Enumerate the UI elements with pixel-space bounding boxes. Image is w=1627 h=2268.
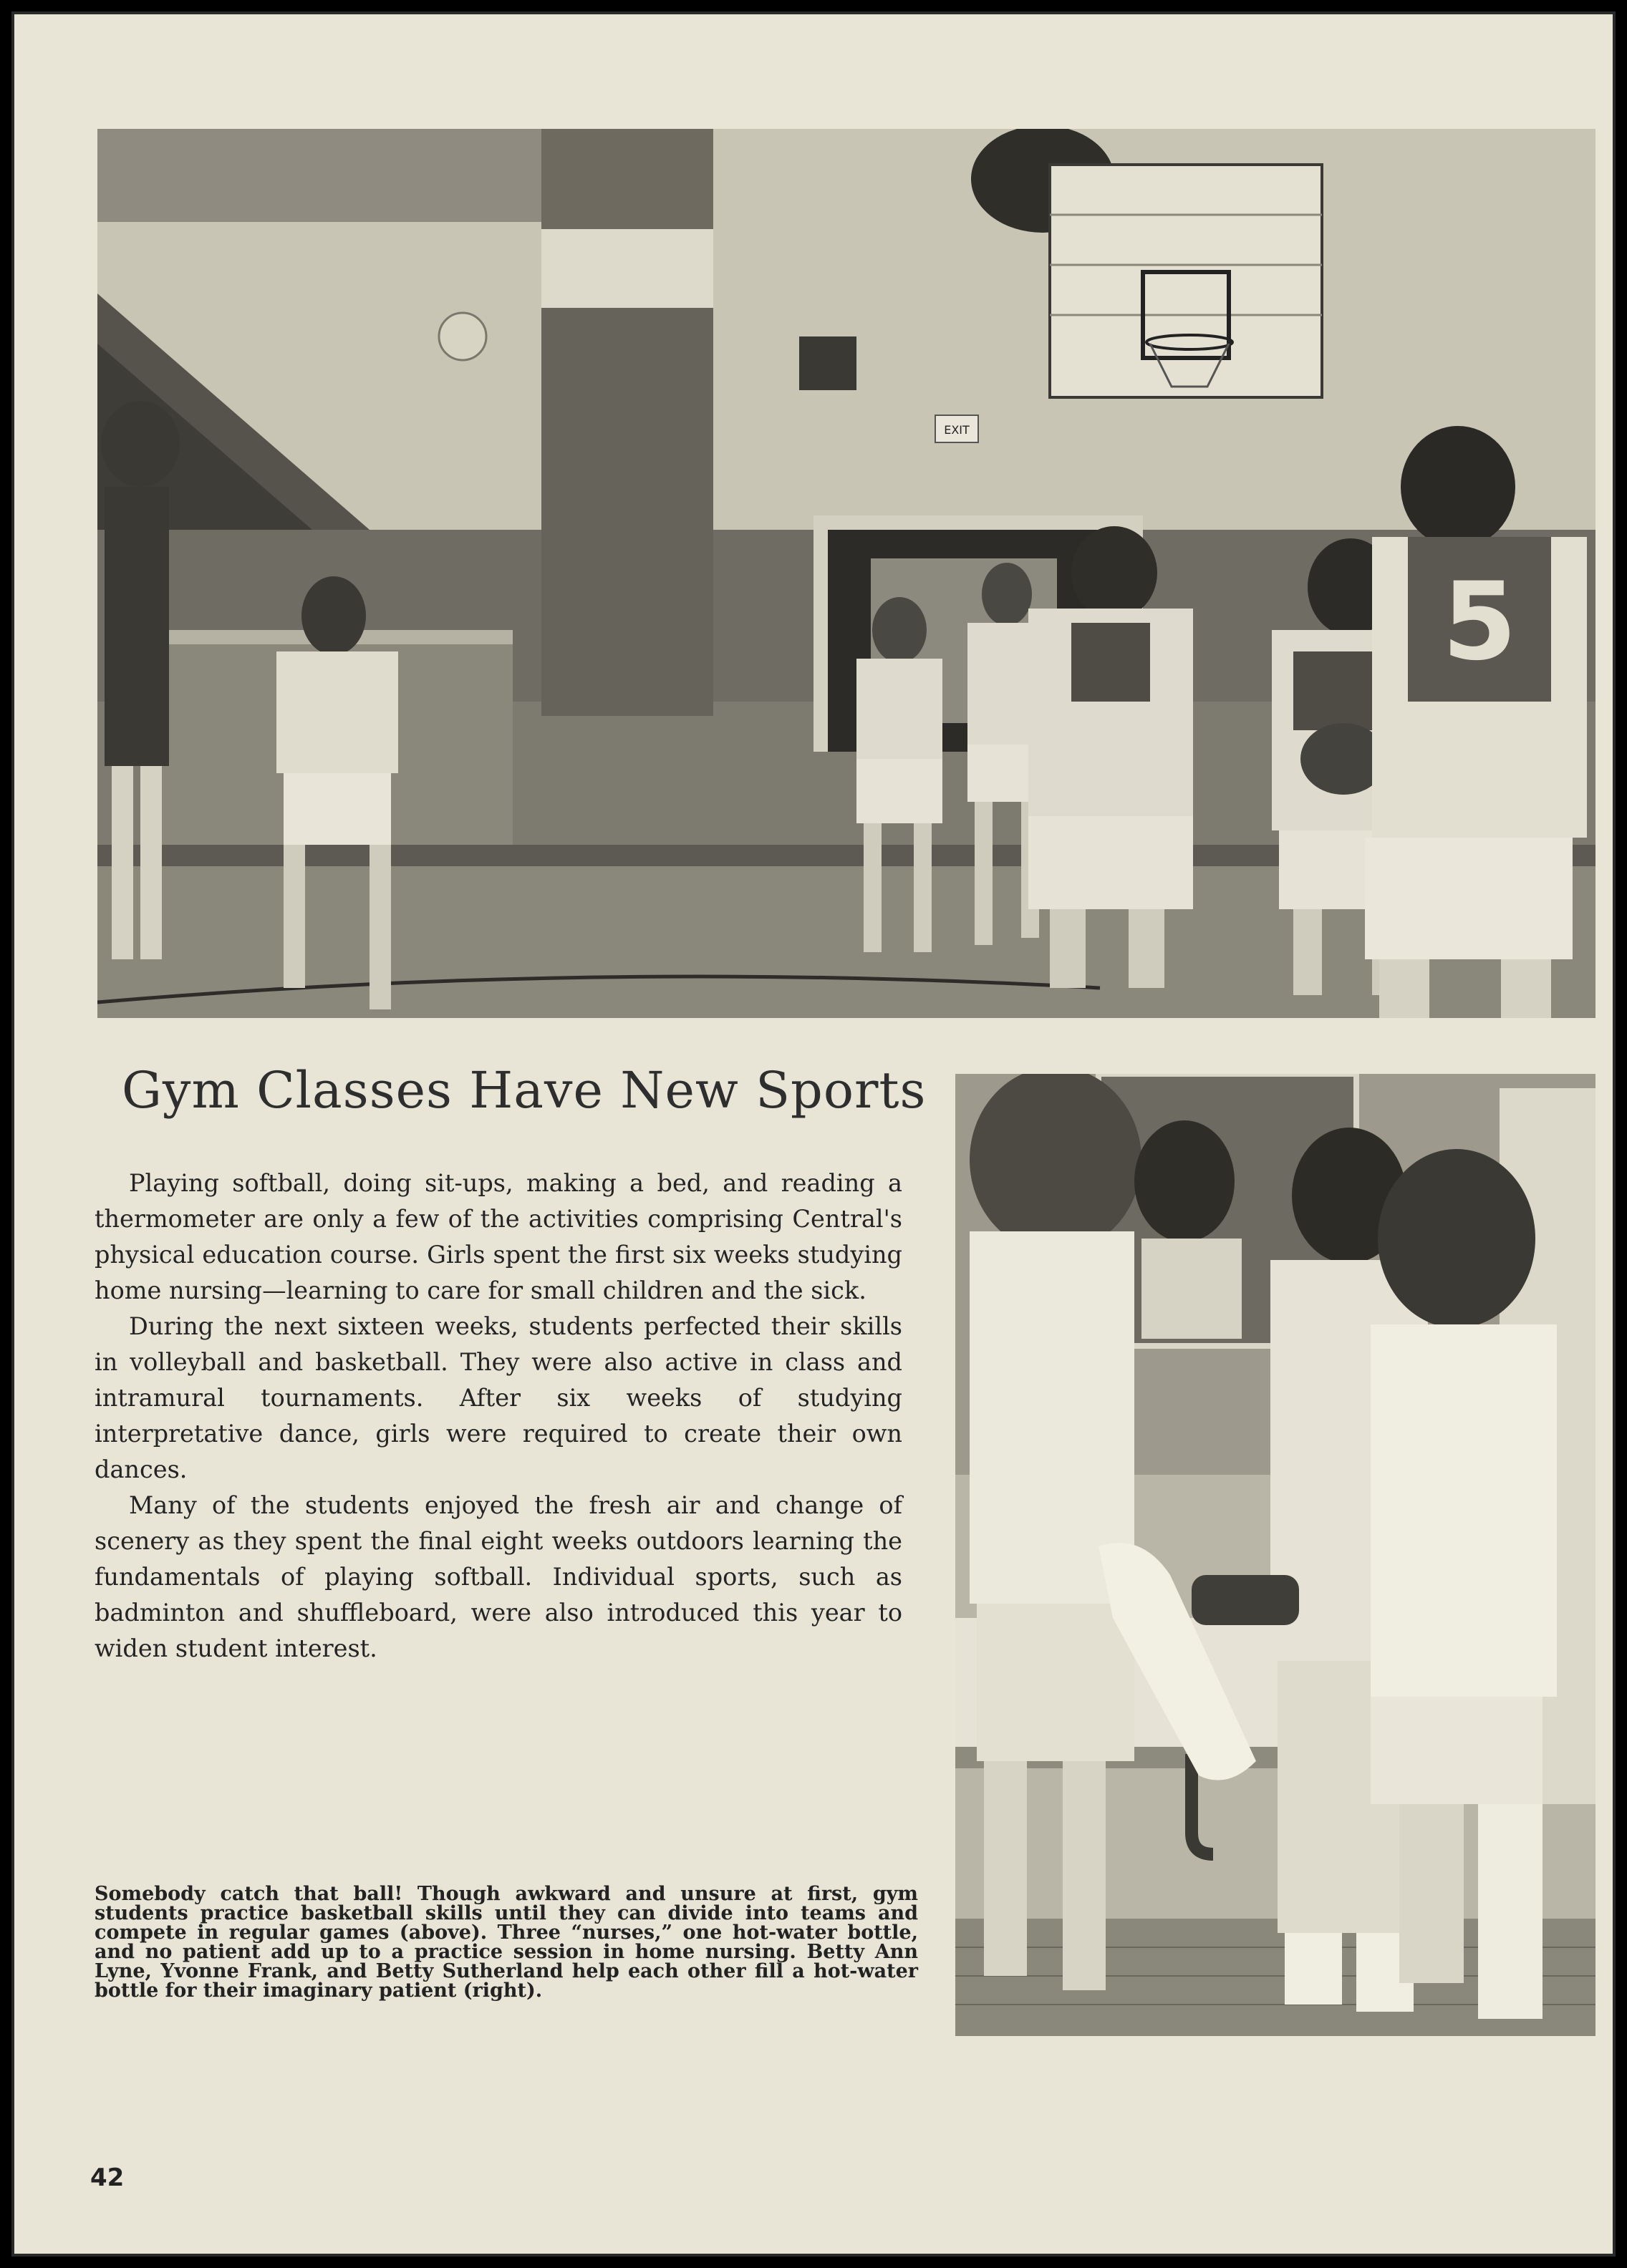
article-paragraph: Many of the students enjoyed the fresh air and change of scenery as they spent the final eight weeks outdoors learning the fundamentals of playing softball. Individual sports, such as badminton and shuffleboard, were also introduced this year to widen student interest. xyxy=(95,1491,902,1662)
home-nursing-illustration xyxy=(955,1074,1595,2036)
exit-sign-label: EXIT xyxy=(944,423,970,437)
page-number: 42 xyxy=(90,2163,125,2192)
jersey-number: 5 xyxy=(1442,560,1517,684)
photo-caption: Somebody catch that ball! Though awkward and unsure at first, gym students practice basketball skills until they can divide into teams and compete in regular games (above). Three “nurses,” one hot-water bottle, and no patient add up to a practice session in home nursing. Betty Ann Lyne, Yvonne Frank, and Betty Sutherland help each other fill a hot-water bottle for their imaginary patient (right). xyxy=(95,1883,918,2002)
article-paragraph: Playing softball, doing sit-ups, making a bed, and reading a thermometer are only a few of the activities comprising Central's physical education course. Girls spent the first six weeks studying home nursing—learning to care for small children and the sick. xyxy=(95,1169,902,1304)
page-headline: Gym Classes Have New Sports xyxy=(122,1061,927,1120)
article-body xyxy=(95,1166,902,1667)
home-nursing-photo xyxy=(955,1074,1595,2036)
gym-basketball-illustration xyxy=(97,129,1595,1018)
article-paragraph: During the next sixteen weeks, students perfected their skills in volleyball and basketball. They were also active in class and intramural tournaments. After six weeks of studying interpretative dance, girls were required to create their own dances. xyxy=(95,1312,902,1483)
yearbook-page xyxy=(11,11,1616,2257)
gym-basketball-photo xyxy=(97,129,1595,1018)
